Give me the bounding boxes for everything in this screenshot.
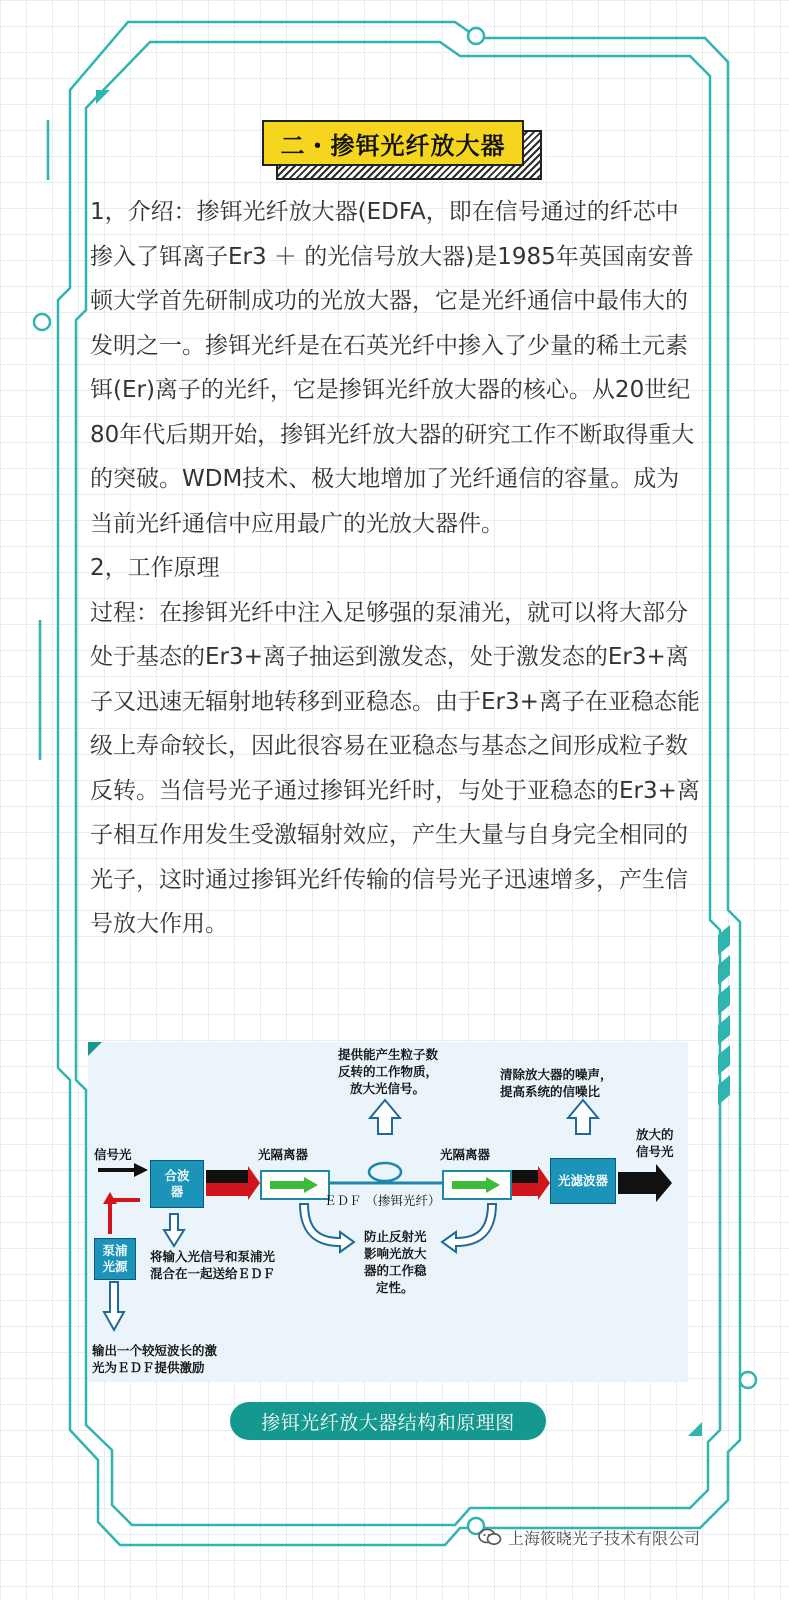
isolator-note — [364, 1228, 427, 1296]
combiner-note — [150, 1248, 275, 1282]
optical-filter-box — [550, 1158, 616, 1204]
edf-note-line: 放大光信号。 — [350, 1081, 426, 1096]
green-arrow-icon — [452, 1177, 502, 1193]
green-arrow-icon — [270, 1177, 320, 1193]
edf-note-line: 反转的工作物质， — [338, 1064, 439, 1079]
combiner-box — [150, 1160, 204, 1208]
signal-in-label: 信号光 — [94, 1147, 132, 1162]
isolator2-label: 光隔离器 — [440, 1147, 491, 1162]
article-body — [90, 190, 700, 947]
pump-note-line: 输出一个较短波长的激 — [92, 1343, 218, 1358]
principle-heading: 2，工作原理 — [90, 555, 220, 581]
isolator-note-line: 防止反射光 — [364, 1229, 427, 1244]
edf-note-line: 提供能产生粒子数 — [338, 1047, 439, 1062]
combiner-label-2: 器 — [170, 1184, 184, 1199]
company-name: 上海筱晓光子技术有限公司 — [508, 1528, 701, 1548]
isolator1-label: 光隔离器 — [258, 1147, 309, 1162]
edf-note — [338, 1046, 438, 1097]
isolator1-box — [260, 1170, 330, 1200]
isolator-note-line: 定性。 — [376, 1280, 414, 1295]
intro-paragraph: 1，介绍：掺铒光纤放大器(EDFA，即在信号通过的纤芯中掺入了铒离子Er3 ＋ 的光信号放大器)是1985年英国南安普顿大学首先研制成功的光放大器，它是光纤通信中最伟大的发明之一。掺铒光纤是在石英光纤中掺入了少量的稀土元素铒(Er)离子的光纤，它是掺铒光纤放大器的核心。从20世纪80年代后期开始，掺铒光纤放大器的研究工作不断取得重大的突破。WDM技术、极大地增加了光纤通信的容量。成为当前光纤通信中应用最广的光放大器件。 — [90, 199, 695, 537]
pump-note-line: 光为ＥＤＦ提供激励 — [92, 1360, 205, 1375]
filter-label: 光滤波器 — [557, 1173, 608, 1188]
pump-label-1: 泵浦 — [102, 1243, 128, 1258]
edf-label: ＥＤＦ （掺铒光纤） — [324, 1193, 441, 1208]
output-label-1: 放大的 — [636, 1127, 674, 1142]
edfa-diagram — [88, 1042, 688, 1382]
combiner-note-line: 将输入光信号和泵浦光 — [150, 1249, 276, 1264]
figure-caption: 掺铒光纤放大器结构和原理图 — [230, 1402, 546, 1440]
section-title — [262, 120, 540, 178]
isolator2-box — [442, 1170, 512, 1200]
combiner-label-1: 合波 — [164, 1168, 190, 1183]
filter-note-line: 清除放大器的噪声， — [500, 1067, 613, 1082]
pump-source-box — [94, 1238, 136, 1280]
isolator-note-line: 影响光放大 — [364, 1246, 427, 1261]
footer-watermark — [478, 1522, 758, 1552]
wechat-icon — [478, 1527, 502, 1547]
output-label — [636, 1126, 674, 1160]
combiner-note-line: 混合在一起送给ＥＤＦ — [150, 1266, 276, 1281]
title-label: 二・掺铒光纤放大器 — [262, 120, 524, 166]
filter-note-line: 提高系统的信噪比 — [500, 1084, 601, 1099]
pump-label-2: 光源 — [102, 1259, 128, 1274]
output-label-2: 信号光 — [636, 1144, 674, 1159]
process-paragraph: 过程：在掺铒光纤中注入足够强的泵浦光，就可以将大部分处于基态的Er3+离子抽运到激发态，处于激发态的Er3+离子又迅速无辐射地转移到亚稳态。由于Er3+离子在亚稳态能级上寿命较长，因此很容易在亚稳态与基态之间形成粒子数反转。当信号光子通过掺铒光纤时，与处于亚稳态的Er3+离子相互作用发生受激辐射效应，产生大量与自身完全相同的光子，这时通过掺铒光纤传输的信号光子迅速增多，产生信号放大作用。 — [90, 599, 700, 937]
filter-note — [500, 1066, 613, 1100]
isolator-note-line: 器的工作稳 — [364, 1263, 427, 1278]
pump-note — [92, 1342, 217, 1376]
